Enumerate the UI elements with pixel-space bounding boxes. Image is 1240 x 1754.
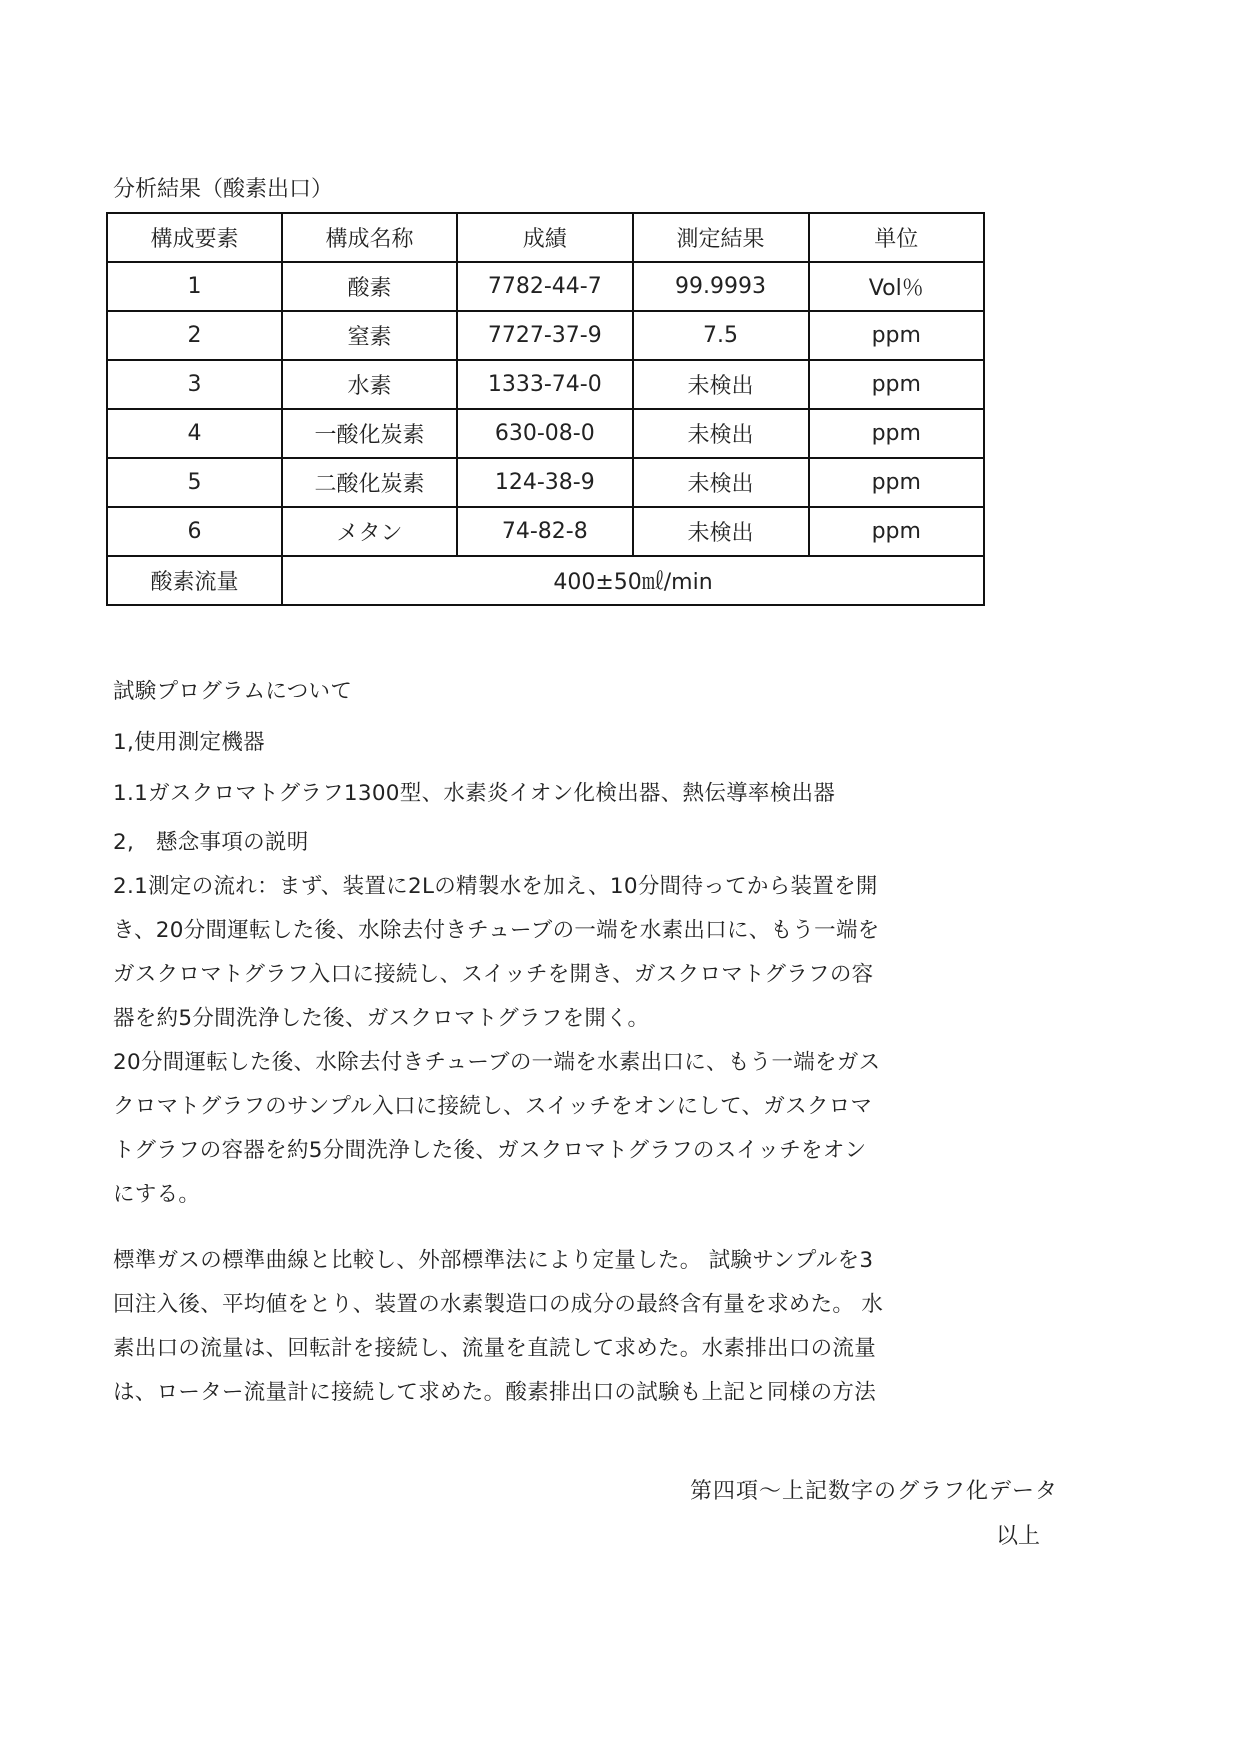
table-cell: 未検出 <box>633 507 809 556</box>
para1-line: クロマトグラフのサンプル入口に接続し、スイッチをオンにして、ガスクロマ <box>113 1094 873 1119</box>
table-row <box>107 507 984 556</box>
oxygen-flow-label: 酸素流量 <box>107 556 282 605</box>
table-cell: ppm <box>809 507 985 556</box>
table-row <box>107 262 984 311</box>
analysis-results-table <box>106 212 985 606</box>
table-footer-row <box>107 556 984 605</box>
table-cell: 窒素 <box>282 311 457 360</box>
para1-line: にする。 <box>113 1182 201 1207</box>
para2-line: 標準ガスの標準曲線と比較し、外部標準法により定量した。 試験サンプルを3 <box>113 1248 874 1273</box>
header-cell: 成績 <box>457 213 633 262</box>
table-cell: 1333-74-0 <box>457 360 633 409</box>
header-cell: 構成要素 <box>107 213 282 262</box>
closing-note: 第四項～上記数字のグラフ化データ <box>690 1479 1059 1504</box>
table-cell: 7.5 <box>633 311 809 360</box>
table-cell: 99.9993 <box>633 262 809 311</box>
table-cell: ppm <box>809 458 985 507</box>
section-title: 分析結果（酸素出口） <box>113 177 334 202</box>
table-cell: 5 <box>107 458 282 507</box>
header-cell: 単位 <box>809 213 985 262</box>
table-cell: 一酸化炭素 <box>282 409 457 458</box>
para1-line: トグラフの容器を約5分間洗浄した後、ガスクロマトグラフのスイッチをオン <box>113 1138 867 1163</box>
table-header-row <box>107 213 984 262</box>
para2-line: 回注入後、平均値をとり、装置の水素製造口の成分の最終含有量を求めた。 水 <box>113 1292 884 1317</box>
para1-line: 20分間運転した後、水除去付きチューブの一端を水素出口に、もう一端をガス <box>113 1050 881 1075</box>
table-cell: 二酸化炭素 <box>282 458 457 507</box>
table-row <box>107 409 984 458</box>
table-cell: 7782-44-7 <box>457 262 633 311</box>
table-cell: ppm <box>809 360 985 409</box>
para2-line: は、ローター流量計に接続して求めた。酸素排出口の試験も上記と同様の方法 <box>113 1380 877 1405</box>
table-cell: 水素 <box>282 360 457 409</box>
table-cell: ppm <box>809 311 985 360</box>
para2-line: 素出口の流量は、回転計を接続し、流量を直読して求めた。水素排出口の流量 <box>113 1336 877 1361</box>
header-cell: 構成名称 <box>282 213 457 262</box>
table-cell: 74-82-8 <box>457 507 633 556</box>
item-1: 1,使用測定機器 <box>113 730 265 755</box>
table-cell: 2 <box>107 311 282 360</box>
item-1-1: 1.1ガスクロマトグラフ1300型、水素炎イオン化検出器、熱伝導率検出器 <box>113 781 836 806</box>
table-cell: 7727-37-9 <box>457 311 633 360</box>
para1-line: 器を約5分間洗浄した後、ガスクロマトグラフを開く。 <box>113 1006 650 1031</box>
para1-line: き、20分間運転した後、水除去付きチューブの一端を水素出口に、もう一端を <box>113 918 880 943</box>
closing-end: 以上 <box>996 1524 1041 1549</box>
table-cell: Vol％ <box>809 262 985 311</box>
table-cell: 630-08-0 <box>457 409 633 458</box>
para1-line: ガスクロマトグラフ入口に接続し、スイッチを開き、ガスクロマトグラフの容 <box>113 962 874 987</box>
item-2: 2, 懸念事項の説明 <box>113 830 309 855</box>
table-cell: 未検出 <box>633 360 809 409</box>
header-cell: 測定結果 <box>633 213 809 262</box>
table-cell: 3 <box>107 360 282 409</box>
table-cell: 未検出 <box>633 409 809 458</box>
table-cell: 6 <box>107 507 282 556</box>
table-cell: 1 <box>107 262 282 311</box>
table-cell: 4 <box>107 409 282 458</box>
table-row <box>107 311 984 360</box>
program-heading: 試験プログラムについて <box>113 679 353 704</box>
table-cell: ppm <box>809 409 985 458</box>
table-cell: 未検出 <box>633 458 809 507</box>
oxygen-flow-value: 400±50㎖/min <box>282 556 984 605</box>
table-cell: 124-38-9 <box>457 458 633 507</box>
table-row <box>107 458 984 507</box>
table-cell: メタン <box>282 507 457 556</box>
para1-line: 2.1測定の流れ：まず、装置に2Lの精製水を加え、10分間待ってから装置を開 <box>113 874 878 899</box>
table-row <box>107 360 984 409</box>
table-cell: 酸素 <box>282 262 457 311</box>
